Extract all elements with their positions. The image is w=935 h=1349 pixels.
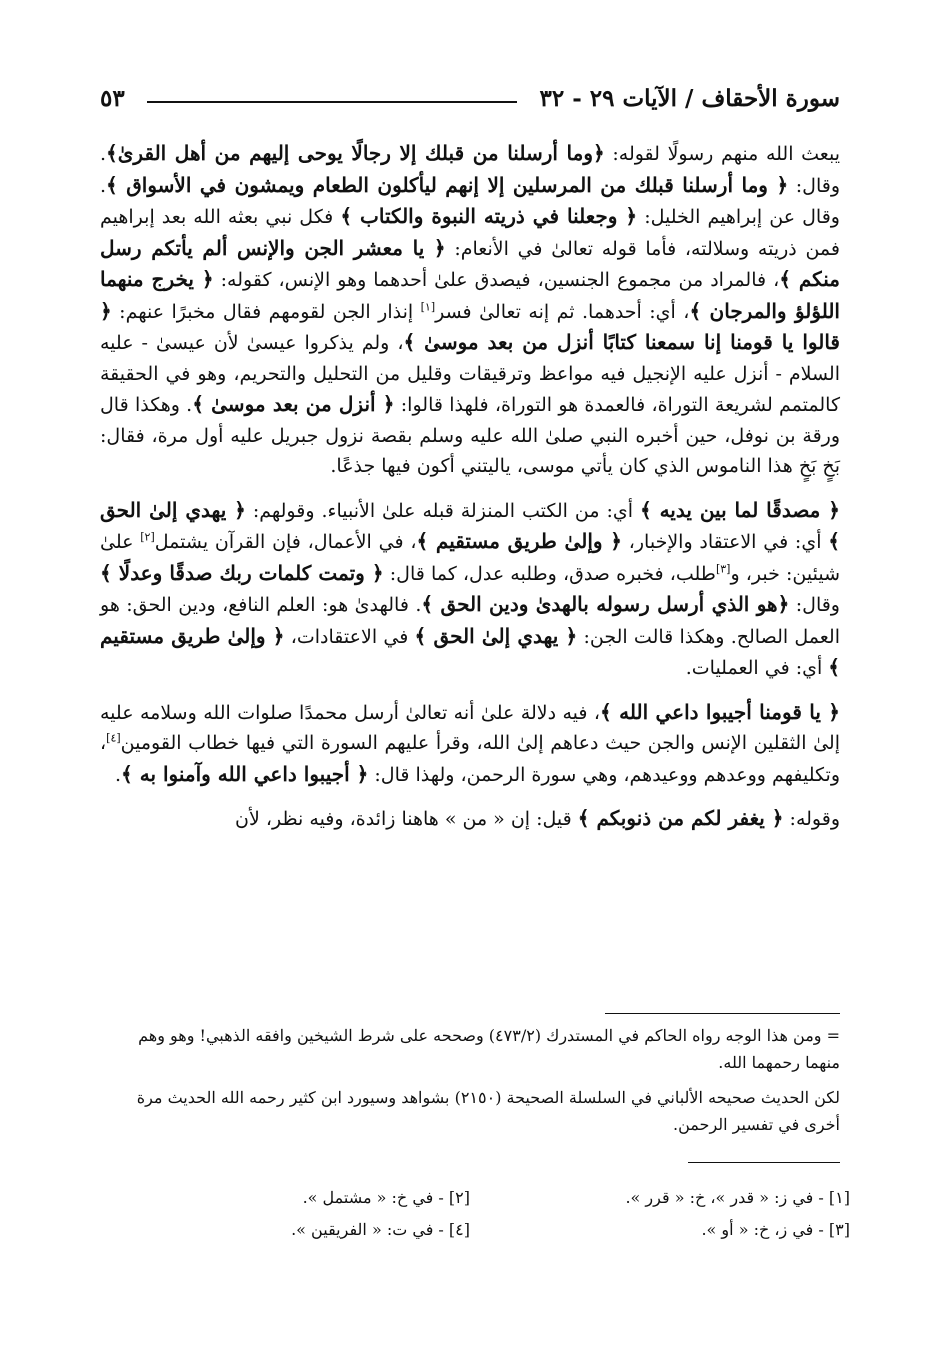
footnote: لكن الحديث صحيحه الألباني في السلسلة الصحيحة (٢١٥٠) بشواهد وسيورد ابن كثير رحمه الله الحديث مرة أخرى في تفسير الرحمن. (136, 1088, 840, 1134)
variant-note: [١] - في ز: « قدر »، خ: « قرر ». (625, 1188, 850, 1207)
quran-quote: ﴿ وتمت كلمات ربك صدقًا وعدلًا ﴾ (100, 560, 384, 585)
paragraph: وقوله: ﴿ يغفر لكم من ذنوبكم ﴾ قيل: إن « من » هاهنا زائدة، وفيه نظر، لأن (235, 806, 840, 830)
quran-quote: ﴿ يغفر لكم من ذنوبكم ﴾ (577, 806, 784, 830)
quran-quote: ﴿ وإلىٰ طريق مستقيم ﴾ (416, 529, 622, 553)
quran-quote: ﴿ يا معشر الجن والإنس ألم يأتكم رسل منكم ﴾ (100, 235, 840, 291)
page-header (100, 78, 840, 118)
quran-quote: ﴿ يهدي إلىٰ الحق ﴾ (414, 623, 578, 648)
footnote-ref[interactable]: [٤] (106, 731, 121, 745)
quran-quote: ﴿ يهدي إلىٰ الحق ﴾ (100, 497, 840, 553)
quran-quote: ﴿ يا قومنا أجيبوا داعي الله ﴾ (600, 699, 840, 724)
paragraph: ﴿ مصدقًا لما بين يديه ﴾ أي: من الكتب المنزلة قبله علىٰ الأنبياء. وقولهم: ﴿ يهدي إلىٰ الحق ﴾ أي: في الاعتقاد والإخبار، ﴿ وإلىٰ طريق مستقيم ﴾، في الأعمال، فإن القرآن يشتمل[٢] علىٰ شيئين: خبر، و[٣]طلب، فخبره صدق، وطلبه عدل، كما قال: ﴿ وتمت كلمات ربك صدقًا وعدلًا ﴾ وقال: ﴿هو الذي أرسل رسوله بالهدىٰ ودين الحق ﴾. فالهدىٰ هو: العلم النافع، ودين الحق: هو العمل الصالح. وهكذا قالت الجن: ﴿ يهدي إلىٰ الحق ﴾ في الاعتقادات، ﴿ وإلىٰ طريق مستقيم ﴾ أي: في العمليات. (100, 497, 840, 679)
footnotes (100, 1022, 840, 1146)
footnote-ref[interactable]: [٢] (140, 530, 155, 544)
quran-quote: ﴿ يخرج منهما اللؤلؤ والمرجان ﴾ (100, 267, 840, 323)
quran-quote: ﴿ أنزل من بعد موسىٰ ﴾ (192, 392, 395, 416)
quran-quote: ﴿ مصدقًا لما بين يديه ﴾ (639, 497, 840, 522)
quran-quote: ﴿ أجيبوا داعي الله وآمنوا به ﴾ (121, 761, 369, 786)
paragraph: يبعث الله منهم رسولًا لقوله: ﴿وما أرسلنا من قبلك إلا رجالًا يوحى إليهم من أهل القرىٰ﴾. وقال: ﴿ وما أرسلنا قبلك من المرسلين إلا إنهم ليأكلون الطعام ويمشون في الأسواق ﴾. وقال عن إبراهيم الخليل: ﴿ وجعلنا في ذريته النبوة والكتاب ﴾ فكل نبي بعثه الله بعد إبراهيم فمن ذريته وسلالته، فأما قوله تعالىٰ في الأنعام: ﴿ يا معشر الجن والإنس ألم يأتكم رسل منكم ﴾، فالمراد من مجموع الجنسين، فيصدق علىٰ أحدهما وهو الإنس، كقوله: ﴿ يخرج منهما اللؤلؤ والمرجان ﴾، أي: أحدهما. ثم إنه تعالىٰ فسر[١] إنذار الجن لقومهم فقال مخبرًا عنهم: ﴿ قالوا يا قومنا إنا سمعنا كتابًا أنزل من بعد موسىٰ ﴾، ولم يذكروا عيسىٰ لأن عيسىٰ - عليه السلام - أنزل عليه الإنجيل فيه مواعظ وترقيقات وقليل من التحليل والتحريم، وهو في الحقيقة كالمتمم لشريعة التوراة، فالعمدة هو التوراة، فلهذا قالوا: ﴿ أنزل من بعد موسىٰ ﴾. وهكذا قال ورقة بن نوفل، حين أخبره النبي صلىٰ الله عليه وسلم بقصة نزول جبريل عليه أول مرة، فقال: بَخٍ بَخٍ هذا الناموس الذي كان يأتي موسى، ياليتني أكون فيها جذعًا. (100, 141, 841, 477)
manuscript-variants (150, 1182, 850, 1246)
variants-divider (688, 1162, 840, 1163)
page-number: ٥٣ (100, 84, 125, 112)
main-text (100, 138, 840, 848)
footnote-ref[interactable]: [١] (420, 300, 436, 314)
quran-quote: ﴿ وجعلنا في ذريته النبوة والكتاب ﴾ (340, 204, 638, 228)
quran-quote: ﴿هو الذي أرسل رسوله بالهدىٰ ودين الحق ﴾ (421, 592, 790, 616)
quran-quote: ﴿ وإلىٰ طريق مستقيم ﴾ (100, 623, 840, 679)
footnote: = ومن هذا الوجه رواه الحاكم في المستدرك (٤٧٣/٢) وصححه على شرط الشيخين وافقه الذهبي! وهو وهم منهما رحمهما الله. (138, 1026, 840, 1072)
quran-quote: ﴿وما أرسلنا من قبلك إلا رجالًا يوحى إليهم من أهل القرىٰ﴾ (106, 141, 605, 165)
footnote-ref[interactable]: [٣] (715, 562, 731, 576)
quran-quote: ﴿ قالوا يا قومنا إنا سمعنا كتابًا أنزل من بعد موسىٰ ﴾ (100, 298, 840, 354)
footnote-divider (605, 1013, 840, 1014)
variant-note: [٢] - في خ: « مشتمل ». (302, 1188, 470, 1207)
variant-note: [٣] - في ز، خ: « أو ». (701, 1220, 850, 1239)
header-rule (147, 101, 518, 103)
paragraph: ﴿ يا قومنا أجيبوا داعي الله ﴾، فيه دلالة علىٰ أنه تعالىٰ أرسل محمدًا صلوات الله وسلامه عليه إلىٰ الثقلين الإنس والجن حيث دعاهم إلىٰ الله، وقرأ عليهم السورة التي فيها خطاب القومين[٤]، وتكليفهم ووعدهم ووعيدهم، وهي سورة الرحمن، ولهذا قال: ﴿ أجيبوا داعي الله وآمنوا به ﴾. (100, 699, 840, 786)
quran-quote: ﴿ وما أرسلنا قبلك من المرسلين إلا إنهم ليأكلون الطعام ويمشون في الأسواق ﴾ (106, 172, 789, 197)
running-head: سورة الأحقاف / الآيات ٢٩ - ٣٢ (539, 84, 840, 112)
variant-note: [٤] - في ت: « الفريقين ». (291, 1220, 470, 1239)
